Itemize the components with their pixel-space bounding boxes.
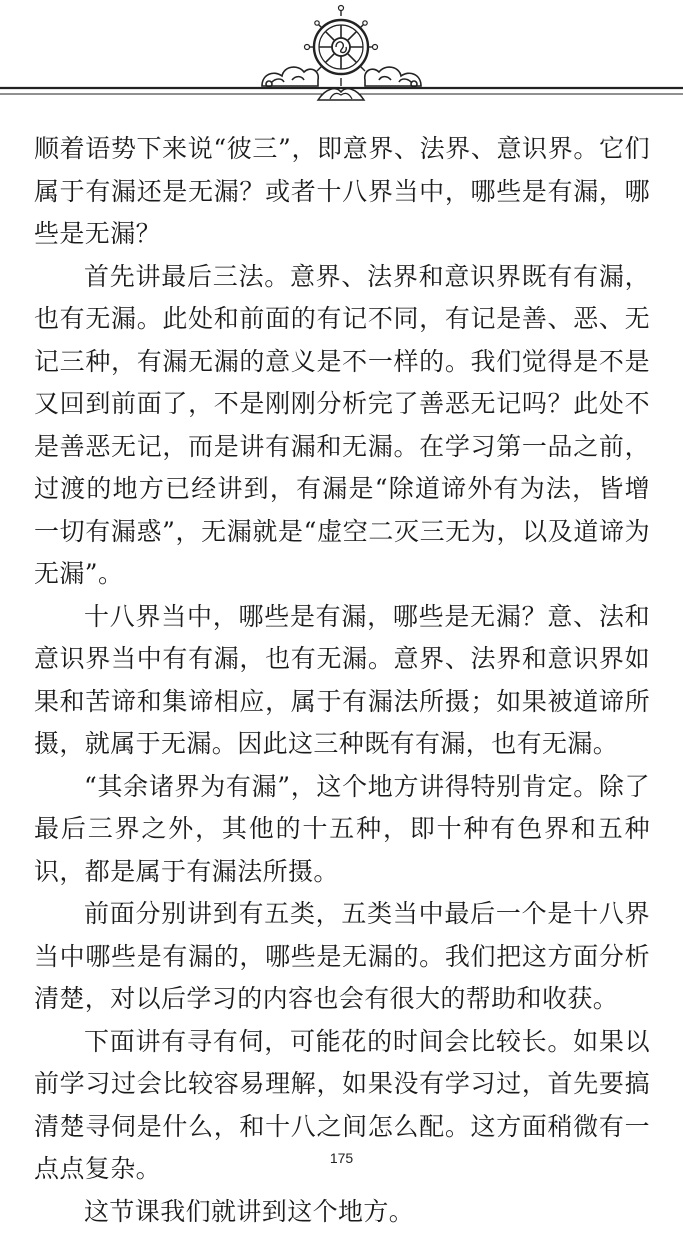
header-ornament	[0, 0, 683, 110]
paragraph: 首先讲最后三法。意界、法界和意识界既有有漏，也有无漏。此处和前面的有记不同，有记是善、恶、无记三种，有漏无漏的意义是不一样的。我们觉得是不是又回到前面了，不是刚刚分析完了善恶无记吗？此处不是善恶无记，而是讲有漏和无漏。在学习第一品之前，过渡的地方已经讲到，有漏是“除道谛外有为法，皆增一切有漏惑”，无漏就是“虚空二灭三无为，以及道谛为无漏”。	[34, 256, 650, 596]
cloud-ornament-right-icon	[365, 67, 421, 87]
paragraph: 下面讲有寻有伺，可能花的时间会比较长。如果以前学习过会比较容易理解，如果没有学习过，首先要搞清楚寻伺是什么，和十八之间怎么配。这方面稍微有一点点复杂。	[34, 1021, 650, 1191]
paragraph: 这节课我们就讲到这个地方。	[34, 1191, 650, 1233]
paragraph: 顺着语势下来说“彼三”，即意界、法界、意识界。它们属于有漏还是无漏？或者十八界当中，哪些是有漏，哪些是无漏？	[34, 128, 650, 256]
body-text	[34, 128, 650, 1233]
cloud-ornament-left-icon	[262, 67, 318, 87]
paragraph: 十八界当中，哪些是有漏，哪些是无漏？意、法和意识界当中有有漏，也有无漏。意界、法界和意识界如果和苦谛和集谛相应，属于有漏法所摄；如果被道谛所摄，就属于无漏。因此这三种既有有漏，也有无漏。	[34, 596, 650, 766]
page-number: 175	[0, 1150, 683, 1166]
paragraph: 前面分别讲到有五类，五类当中最后一个是十八界当中哪些是有漏的，哪些是无漏的。我们把这方面分析清楚，对以后学习的内容也会有很大的帮助和收获。	[34, 893, 650, 1021]
paragraph: “其余诸界为有漏”，这个地方讲得特别肯定。除了最后三界之外，其他的十五种，即十种有色界和五种识，都是属于有漏法所摄。	[34, 766, 650, 894]
